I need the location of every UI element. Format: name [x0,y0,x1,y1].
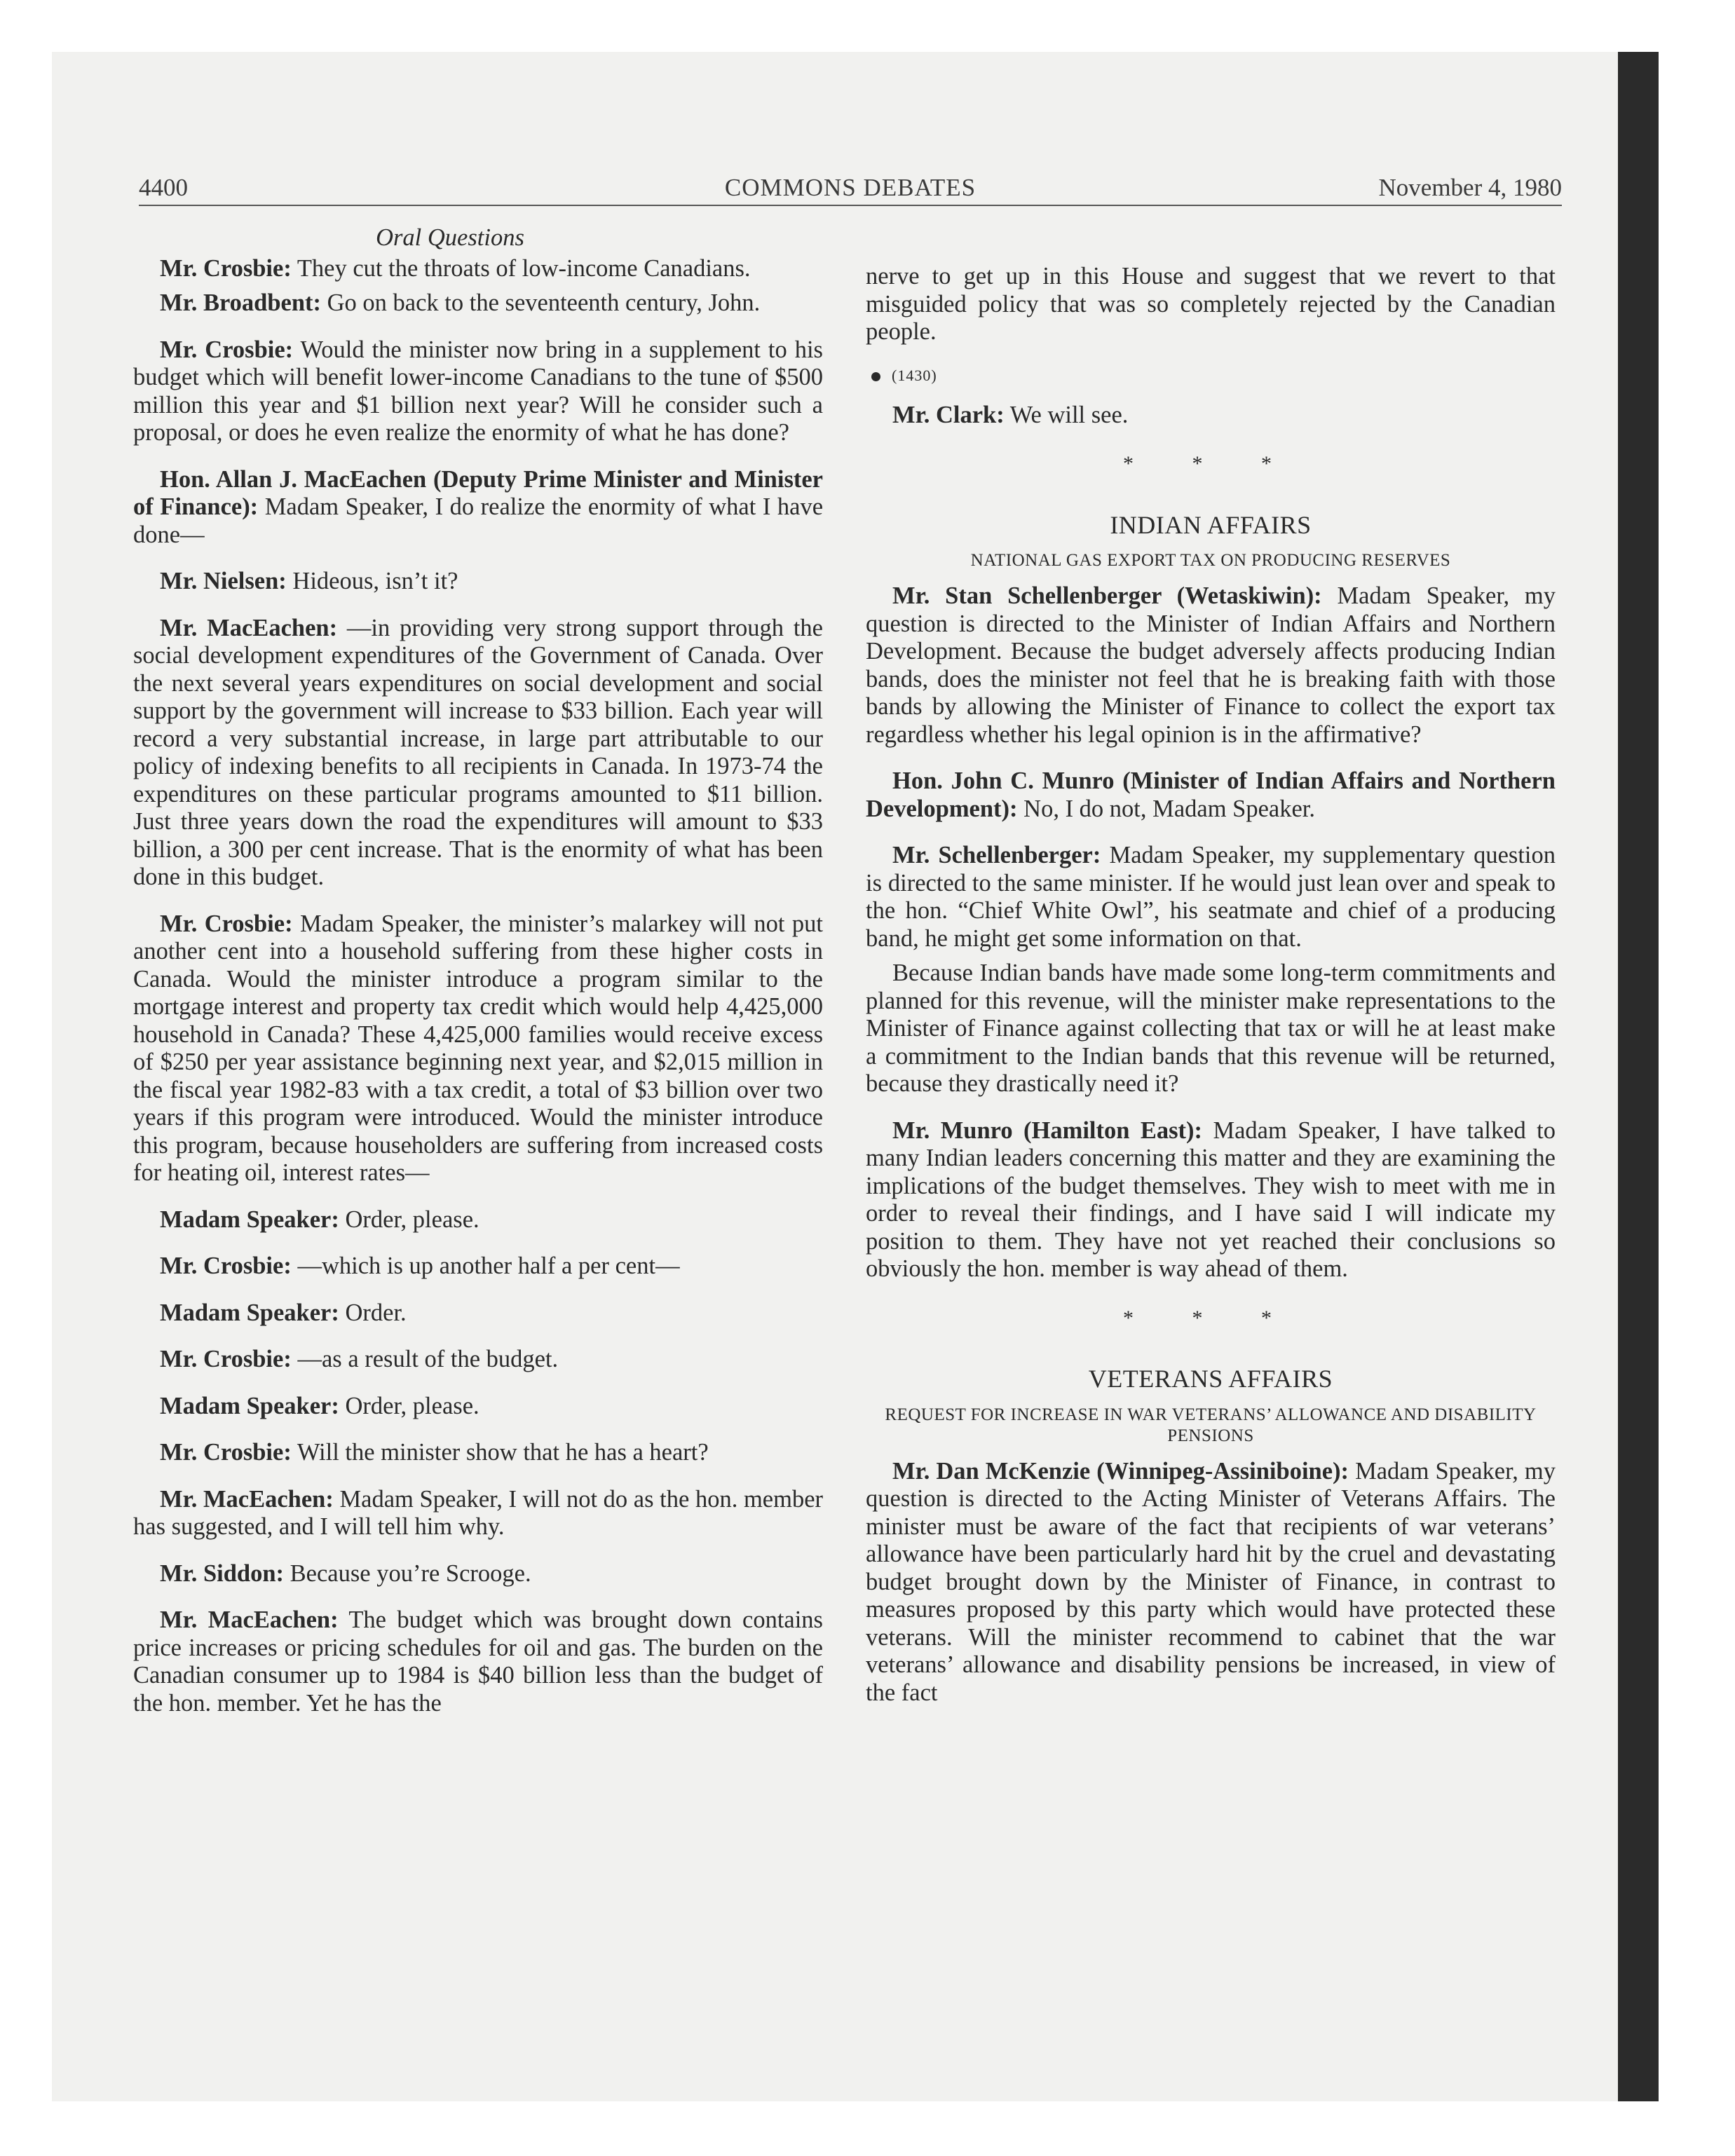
speaker-name: Mr. Crosbie: [160,254,292,282]
speaker-name: Madam Speaker: [160,1299,339,1326]
section-separator: * * * [1123,452,1298,475]
speech-paragraph [866,767,1556,823]
speech-text: Order. [345,1299,407,1326]
subheading-war-veterans-allowance: REQUEST FOR INCREASE IN WAR VETERANS’ ALLOWANCE AND DISABILITY PENSIONS [885,1405,1537,1445]
speaker-name: Mr. Stan Schellenberger (Wetaskiwin): [892,582,1322,609]
speech-paragraph [866,960,1556,1098]
speech-paragraph [133,568,823,596]
section-heading-indian-affairs: INDIAN AFFAIRS [1110,510,1312,539]
speech-paragraph [133,1560,823,1588]
speech-paragraph [133,1439,823,1467]
speech-paragraph [133,255,823,283]
speech-paragraph [133,910,823,1187]
speaker-name: Mr. Crosbie: [160,910,293,937]
left-column [133,224,823,1736]
speech-paragraph [866,1117,1556,1283]
speaker-name: Mr. Crosbie: [160,1439,292,1466]
speech-text: The budget which was brought down contains price increases or pricing schedules for oil and gas. The burden on the Canadian consumer up to 1984 is $40 billion less than the budget of the hon. member. Yet he has the [133,1606,823,1717]
speech-text: Would the minister now bring in a supplement to his budget which will benefit lower-income Canadians to the tune of $500 million this year and $1 billion next year? Will he consider such a proposal, or does he even realize the enormity of what he has done? [133,336,823,446]
section-separator: * * * [1123,1306,1298,1330]
speech-paragraph [133,1206,823,1234]
speech-text: Madam Speaker, the minister’s malarkey will not put another cent into a household suffering from these higher costs in Canada. Would the minister introduce a program similar to the mortgage interest and property tax credit which would help 4,425,000 household in Canada? These 4,425,000 families would receive excess of $250 per year assistance beginning next year, and $2,015 million in the fiscal year 1982-83 with a tax credit, a total of $3 billion over two years if this program were introduced. Would the minister introduce this program, because householders are suffering from increased costs for heating oil, interest rates— [133,910,823,1186]
speech-text: Order, please. [345,1206,479,1233]
speech-text: Madam Speaker, my supplementary question is directed to the same minister. If he would just lean over and speak to the hon. “Chief White Owl”, his seatmate and chief of a producing band, he might get some information on that. [866,842,1556,952]
speech-text: —in providing very strong support through the social development expenditures of the Government of Canada. Over the next several years expenditures on social development and social support by the government will increase to $33 billion. Each year will record a very substantial increase, in large part attributable to our policy of indexing benefits to all recipients in Canada. In 1973-74 the expenditures on these particular programs amounted to $11 billion. Just three years down the road the expenditures will amount to $33 billion, a 300 per cent increase. That is the enormity of what has been done in this budget. [133,614,823,890]
time-marker [871,365,1556,386]
speaker-name: Mr. Crosbie: [160,1253,292,1279]
speaker-name: Hon. John C. Munro (Minister of Indian Affairs and Northern Development): [866,767,1556,822]
speech-paragraph [133,336,823,447]
speech-paragraph [133,289,823,318]
bullet-dot-icon [871,372,880,381]
speech-paragraph [133,1299,823,1328]
speaker-name: Hon. Allan J. MacEachen (Deputy Prime Minister and Minister of Finance): [133,465,823,520]
speaker-name: Mr. MacEachen: [160,1606,339,1633]
speech-text: —which is up another half a per cent— [297,1253,680,1279]
speech-text: Madam Speaker, my question is directed to the Minister of Indian Affairs and Northern Development. Because the budget adversely affects producing Indian bands, does the minister not feel that he is breaking faith with those bands by allowing the Minister of Finance to collect the export tax regardless whether his legal opinion is in the affirmative? [866,582,1556,748]
speaker-name: Mr. Clark: [892,401,1005,428]
speech-text: We will see. [1009,401,1129,428]
speech-text: Go on back to the seventeenth century, John. [327,289,761,316]
speech-text: No, I do not, Madam Speaker. [1023,795,1315,822]
speaker-name: Mr. Dan McKenzie (Winnipeg-Assiniboine): [892,1457,1349,1485]
speaker-name: Mr. Nielsen: [160,568,287,594]
speech-paragraph [133,1253,823,1281]
speech-text: Because Indian bands have made some long-term commitments and planned for this revenue, will the minister make representations to the Minister of Finance against collecting that tax or will he at least make a commitment to the Indian bands that this revenue will be returned, because they drastically need it? [866,960,1556,1097]
speech-text: Madam Speaker, my question is directed to the Acting Minister of Veterans Affairs. The minister must be aware of the fact that recipients of war veterans’ allowance have been particularly hard hit by the cruel and devastating budget brought down by the Minister of Finance, in contrast to measures proposed by this party which would have protected these veterans. Will the minister recommend to cabinet that the war veterans’ allowance and disability pensions be increased, in view of the fact [866,1457,1556,1706]
speaker-name: Mr. Broadbent: [160,289,322,316]
speech-paragraph [133,1346,823,1374]
running-head: Oral Questions [376,224,524,251]
speech-paragraph [866,402,1556,430]
speech-paragraph [866,1458,1556,1707]
speech-text: Hideous, isn’t it? [292,568,458,594]
speaker-name: Madam Speaker: [160,1392,339,1419]
speaker-name: Mr. Siddon: [160,1560,285,1587]
speech-text: Will the minister show that he has a heart? [297,1439,709,1466]
speaker-name: Mr. MacEachen: [160,1485,334,1513]
speech-text: Because you’re Scrooge. [290,1560,531,1587]
subheading-gas-export-tax: NATIONAL GAS EXPORT TAX ON PRODUCING RESERVES [970,551,1451,570]
speech-text: Madam Speaker, I do realize the enormity of what I have done— [133,493,824,548]
speech-text: Madam Speaker, I will not do as the hon. member has suggested, and I will tell him why. [133,1485,823,1540]
speaker-name: Mr. Crosbie: [160,336,294,363]
speaker-name: Mr. Crosbie: [160,1346,292,1372]
publication-title: COMMONS DEBATES [724,174,977,201]
right-column [866,263,1556,1726]
header-rule [139,205,1562,206]
scan-edge-shadow [1618,52,1659,2101]
section-heading-veterans-affairs: VETERANS AFFAIRS [1088,1365,1333,1393]
speaker-name: Mr. Schellenberger: [892,842,1101,868]
speech-paragraph [866,842,1556,953]
speech-text: Madam Speaker, I have talked to many Indian leaders concerning this matter and they are examining the implications of the budget themselves. They wish to meet with me in order to reveal their findings, and I have said I will indicate my position to them. They have not yet reached their conclusions so obviously the hon. member is way ahead of them. [866,1117,1556,1282]
speech-text: Order, please. [345,1392,479,1419]
speech-paragraph [866,582,1556,749]
speech-paragraph [133,615,823,892]
speech-paragraph [133,1393,823,1421]
speech-paragraph [133,466,823,550]
speech-paragraph [133,1486,823,1541]
speaker-name: Mr. Munro (Hamilton East): [892,1117,1203,1144]
time-marker-text: (1430) [892,366,937,384]
page-header [139,174,1562,209]
speaker-name: Madam Speaker: [160,1206,339,1233]
continued-paragraph: nerve to get up in this House and suggest that we revert to that misguided policy that was so completely rejected by the Canadian people. [866,263,1556,345]
page-number: 4400 [139,174,188,201]
speech-text: —as a result of the budget. [297,1346,559,1372]
speech-text: They cut the throats of low-income Canadians. [297,254,751,282]
speech-paragraph [133,1606,823,1717]
sitting-date: November 4, 1980 [1378,174,1562,201]
speaker-name: Mr. MacEachen: [160,614,338,641]
